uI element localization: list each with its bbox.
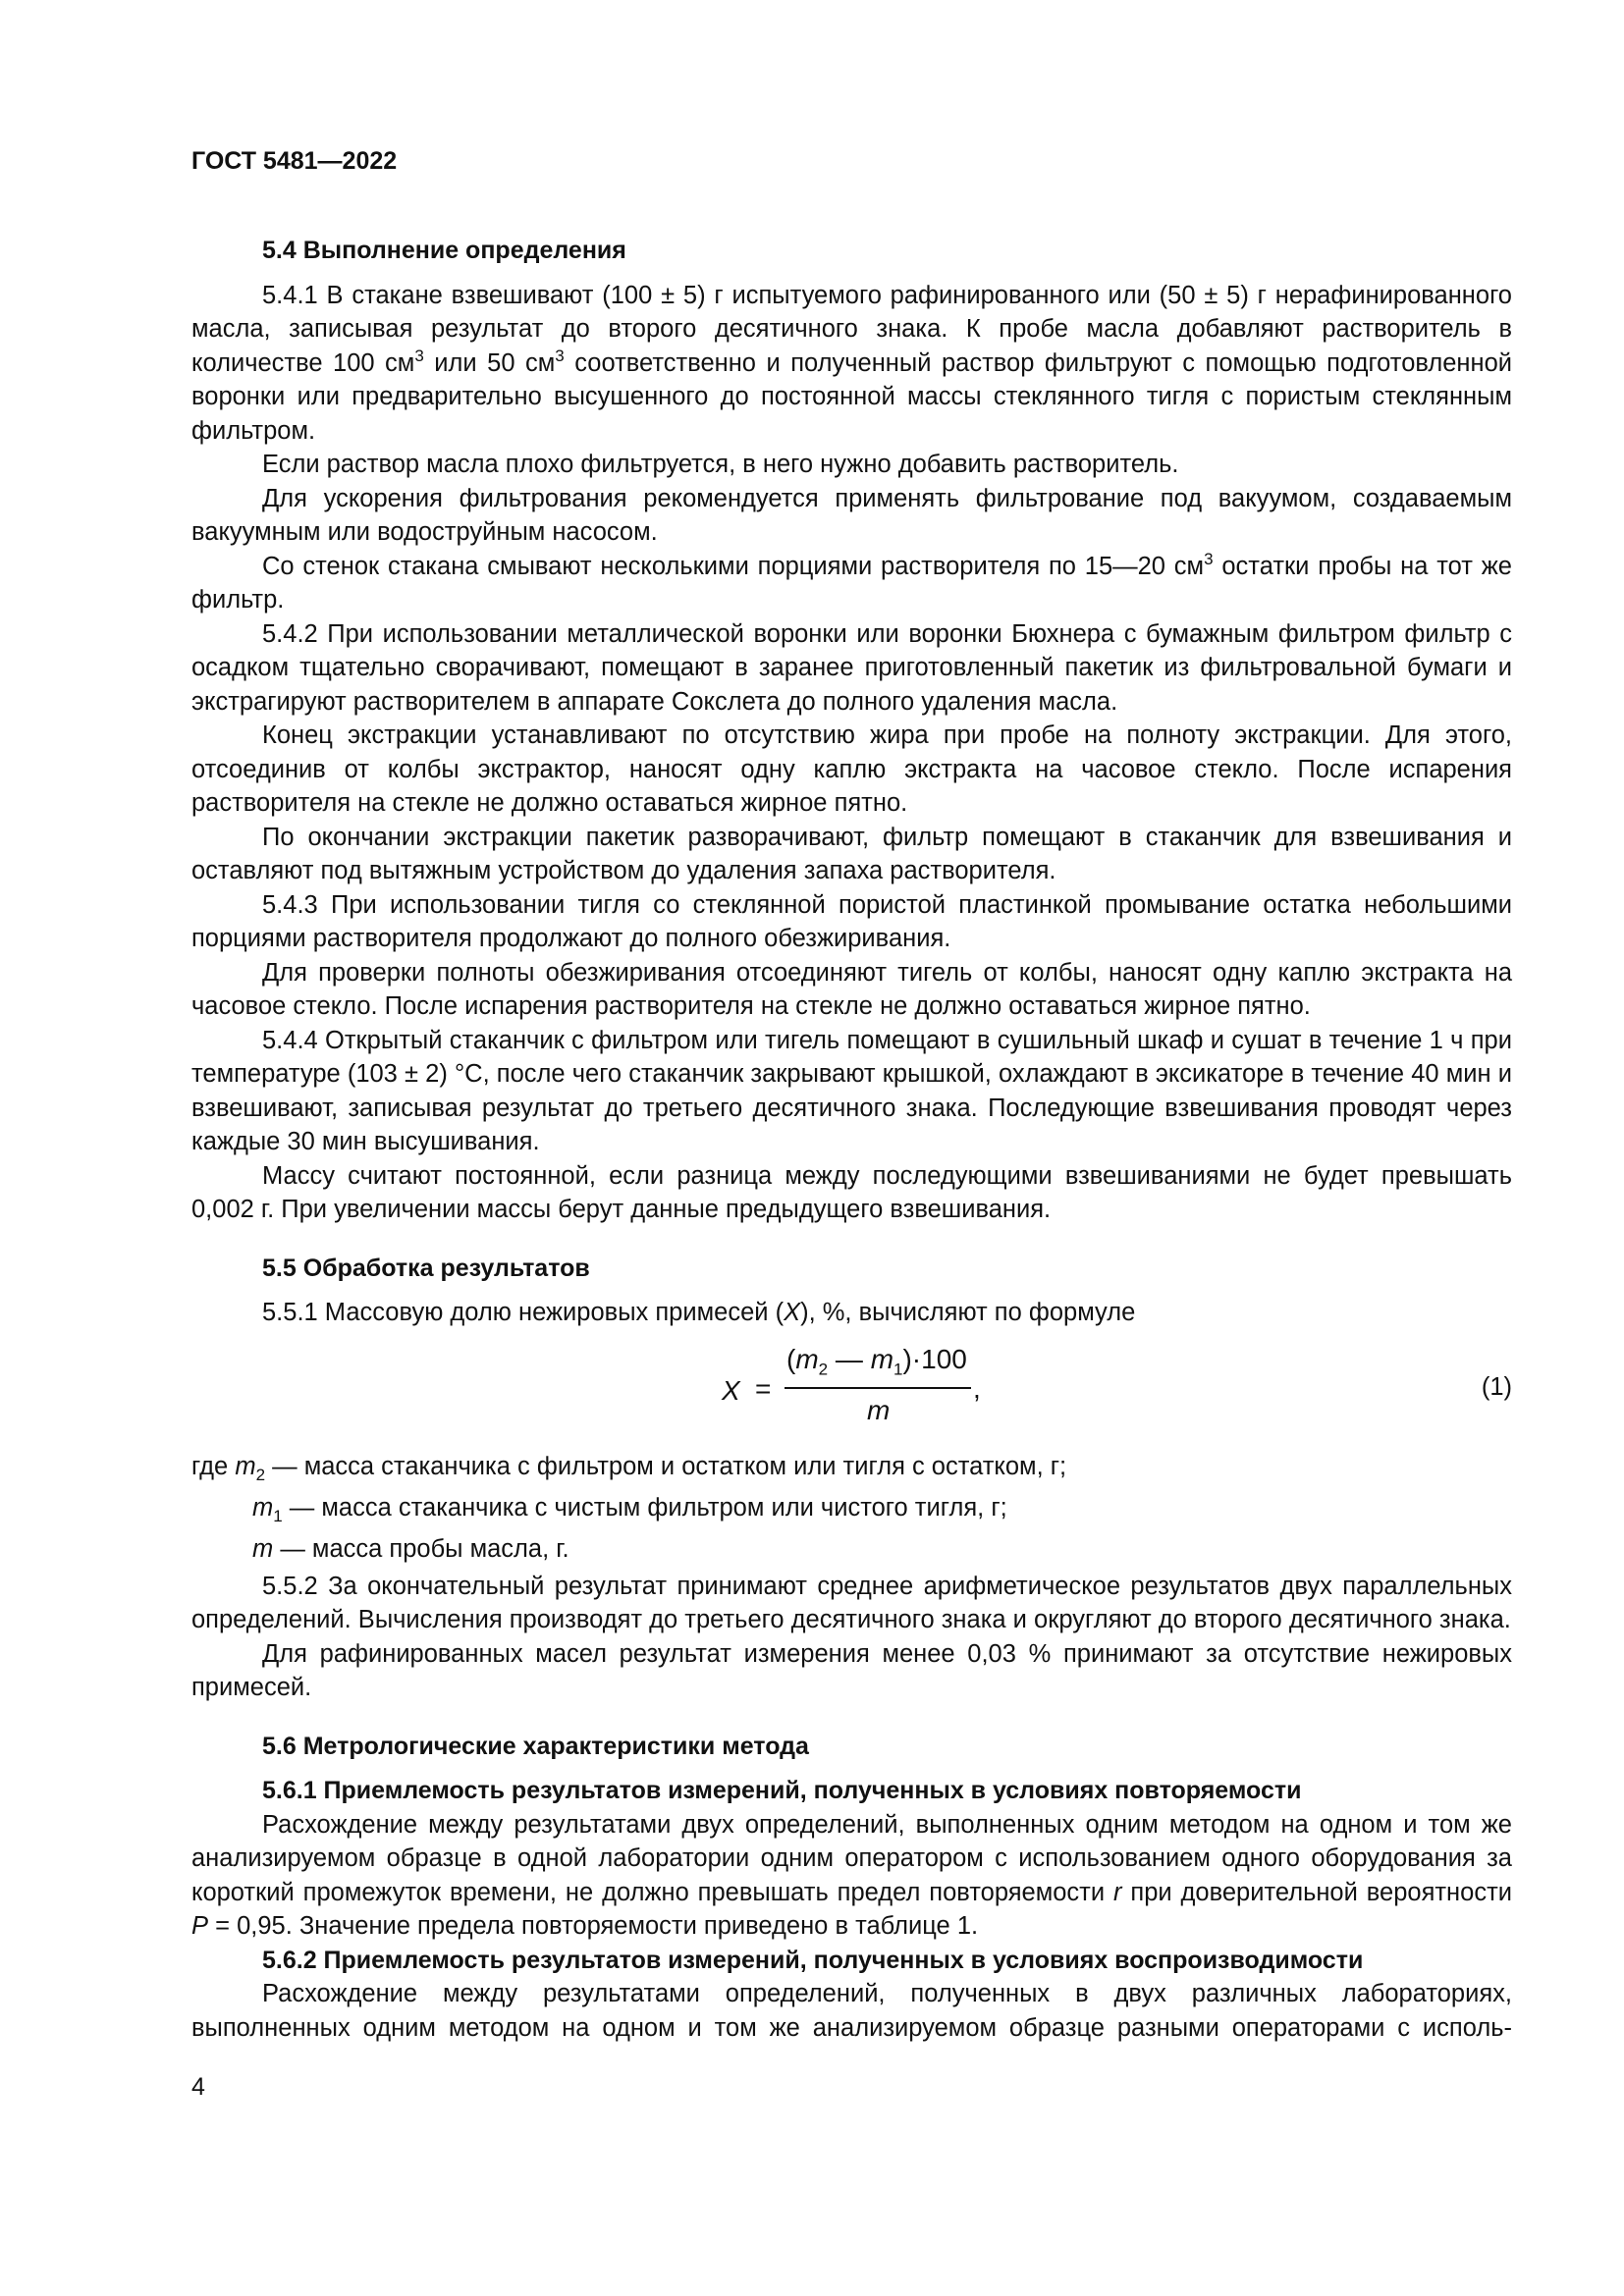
formula-lhs: X xyxy=(722,1374,740,1406)
paragraph-5-5-2: 5.5.2 За окончательный результат принимают среднее арифметическое результатов двух параллельных определений. Вычисления производят до третьего десятичного знака и округляют до второго десятичного знака. xyxy=(191,1572,1512,1633)
paragraph-5-4-1: 5.4.1 В стакане взвешивают (100 ± 5) г испытуемого рафинированного или (50 ± 5) г нерафинированного масла, записывая результат до второго десятичного знака. К пробе масла добавляют растворитель в количестве 100 $см^3$ или 50 $см^3$ соответственно и полученный раствор фильтруют с помощью подготовленной воронки или предварительно высушенного до постоянной массы стеклянного тигля с пористым стеклянным фильтром. xyxy=(191,281,1512,445)
paragraph: По окончании экстракции пакетик разворачивают, фильтр помещают в стаканчик для взвешивания и оставляют под вытяжным устройством до удаления запаха растворителя. xyxy=(191,823,1512,884)
section-5-5-title: 5.5 Обработка результатов xyxy=(262,1254,590,1282)
formula-number: (1) xyxy=(1481,1372,1512,1401)
paragraph-5-5-1: 5.5.1 Массовую долю нежировых примесей (X), %, вычисляют по формуле xyxy=(262,1299,1136,1326)
formula-numerator: ($m_2$ — $m_1)\cdot 100$ xyxy=(786,1343,967,1379)
paragraph-5-4-3: 5.4.3 При использовании тигля со стеклянной пористой пластинкой промывание остатка небольшими порциями растворителя продолжают до полного обезжиривания. xyxy=(191,890,1512,952)
page-number: 4 xyxy=(191,2073,205,2101)
paragraph: Расхождение между результатами двух определений, выполненных одним методом на одном и том же анализируемом образце в одной лаборатории одним оператором с использованием одного оборудования за короткий промежуток времени, не должно превышать предел повторяемости r при доверительной вероятности P = 0,95. Значение предела повторяемости приведено в таблице 1. xyxy=(191,1810,1512,1940)
paragraph: Массу считают постоянной, если разница между последующими взвешиваниями не будет превышать 0,002 г. При увеличении массы берут данные предыдущего взвешивания. xyxy=(191,1161,1512,1223)
document-page xyxy=(191,147,1512,2045)
formula-denominator: m xyxy=(867,1394,891,1425)
paragraph: Если раствор масла плохо фильтруется, в него нужно добавить растворитель. xyxy=(262,451,1179,478)
section-5-4-title: 5.4 Выполнение определения xyxy=(262,237,626,264)
section-5-6-title: 5.6 Метрологические характеристики метода xyxy=(262,1732,809,1760)
formula-1: X = ($m_2$ — $m_1)\cdot 100$ m , (1) xyxy=(722,1343,1512,1425)
paragraph: Для рафинированных масел результат измерения менее 0,03 % принимают за отсутствие нежировых примесей. xyxy=(191,1639,1512,1701)
subsection-5-6-1-title: 5.6.1 Приемлемость результатов измерений, полученных в условиях повторяемости xyxy=(262,1777,1302,1804)
paragraph-5-4-4: 5.4.4 Открытый стаканчик с фильтром или тигель помещают в сушильный шкаф и сушат в течение 1 ч при температуре (103 ± 2) °C, после чего стаканчик закрывают крышкой, охлаждают в эксикаторе в течение 40 мин и взвешивают, записывая результат до третьего десятичного знака. Последующие взвешивания проводят через каждые 30 мин высушивания. xyxy=(191,1026,1512,1155)
legend-item: $m_1$ — масса стаканчика с чистым фильтром или чистого тигля, г; xyxy=(252,1493,1007,1525)
paragraph: Расхождение между результатами определений, полученных в двух различных лабораториях, выполненных одним методом на одном и том же анализируемом образце разными операторами с исполь- xyxy=(191,1980,1512,2042)
subsection-5-6-2-title: 5.6.2 Приемлемость результатов измерений, полученных в условиях воспроизводимости xyxy=(262,1946,1364,1974)
paragraph: Со стенок стакана смывают несколькими порциями растворителя по 15—20 $см^3$ остатки пробы на тот же фильтр. xyxy=(191,549,1512,614)
paragraph: Для проверки полноты обезжиривания отсоединяют тигель от колбы, наносят одну каплю экстракта на часовое стекло. После испарения растворителя на стекле не должно оставаться жирное пятно. xyxy=(191,958,1512,1020)
legend-item: где $m_2$ — масса стаканчика с фильтром и остатком или тигля с остатком, г; xyxy=(191,1452,1067,1484)
fraction-line xyxy=(785,1387,971,1389)
document-header: ГОСТ 5481—2022 xyxy=(191,147,398,175)
paragraph: Для ускорения фильтрования рекомендуется применять фильтрование под вакуумом, создаваемым вакуумным или водоструйным насосом. xyxy=(191,484,1512,546)
formula-legend xyxy=(191,1446,1512,1570)
legend-item: m — масса пробы масла, г. xyxy=(252,1534,569,1563)
paragraph: Конец экстракции устанавливают по отсутствию жира при пробе на полноту экстракции. Для этого, отсоединив от колбы экстрактор, наносят одну каплю экстракта на часовое стекло. После испарения растворителя на стекле не должно оставаться жирное пятно. xyxy=(191,721,1512,817)
formula-equals: = xyxy=(755,1372,772,1404)
paragraph-5-4-2: 5.4.2 При использовании металлической воронки или воронки Бюхнера с бумажным фильтром фильтр с осадком тщательно сворачивают, помещают в заранее приготовленный пакетик из фильтровальной бумаги и экстрагируют растворителем в аппарате Сокслета до полного удаления масла. xyxy=(191,619,1512,716)
